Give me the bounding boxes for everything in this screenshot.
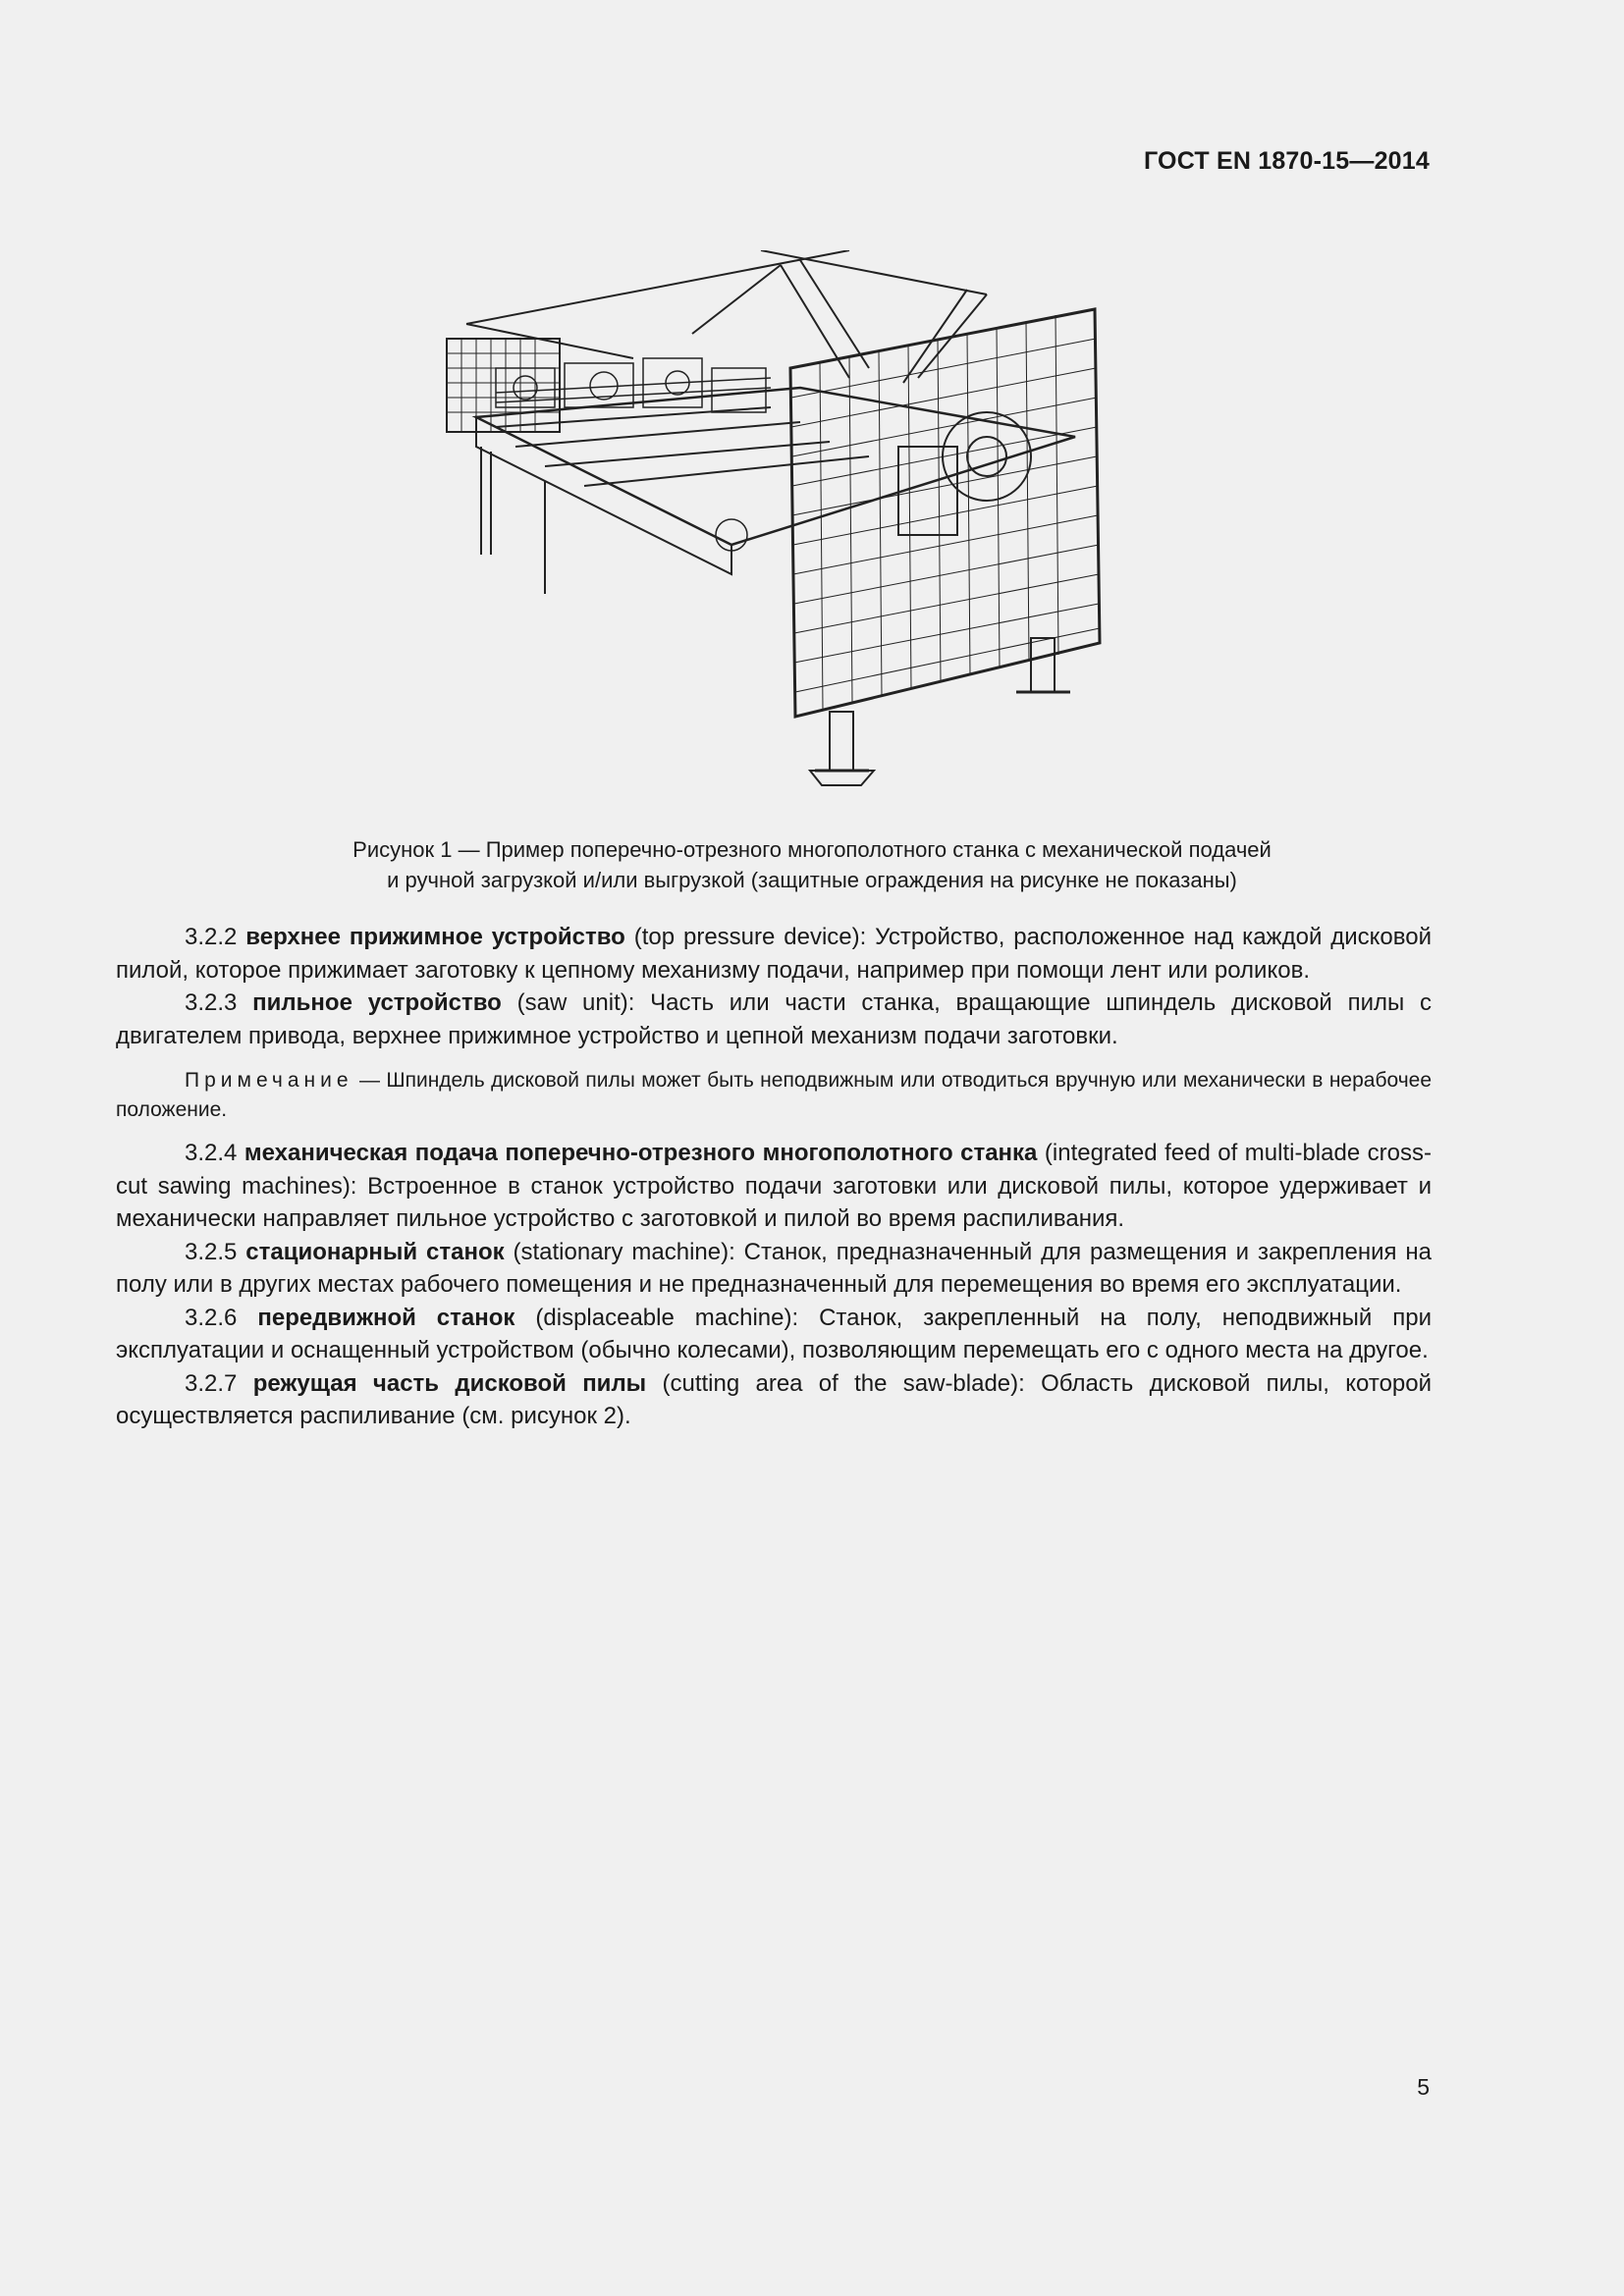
clause-number: 3.2.5 xyxy=(185,1238,238,1265)
note xyxy=(116,1066,1432,1125)
definition-3-2-2 xyxy=(116,921,1432,987)
term: механическая подача поперечно-отрезного многополотного станка xyxy=(244,1140,1038,1166)
definitions-section xyxy=(116,921,1432,1433)
figure-caption-line-1: Рисунок 1 — Пример поперечно-отрезного многополотного станка с механической подачей xyxy=(352,837,1272,862)
definition-text: (integrated feed of multi-blade cross-cut sawing machines): Встроенное в станок устройство подачи заготовки или дисковой пилы, которое удерживает и механически направляет пильное устройство с заготовкой и пилой во время распиливания. xyxy=(116,1140,1432,1232)
definition-3-2-3 xyxy=(116,987,1432,1052)
document-header: ГОСТ EN 1870-15—2014 xyxy=(1144,147,1430,175)
term: пильное устройство xyxy=(252,989,502,1016)
definition-text: (top pressure device): Устройство, расположенное над каждой дисковой пилой, которое прижимает заготовку к цепному механизму подачи, например при помощи лент или роликов. xyxy=(116,924,1433,984)
note-dash: — xyxy=(358,1069,380,1092)
note-label: Примечание xyxy=(185,1069,353,1092)
definition-text: (stationary machine): Станок, предназначенный для размещения и закрепления на полу или в других местах рабочего помещения и не предназначенный для перемещения во время его эксплуатации. xyxy=(116,1238,1432,1298)
figure-caption xyxy=(0,834,1624,895)
figure-caption-line-2: и ручной загрузкой и/или выгрузкой (защитные ограждения на рисунке не показаны) xyxy=(387,868,1237,892)
term: режущая часть дисковой пилы xyxy=(252,1369,647,1397)
definition-text: (saw unit): Часть или части станка, вращающие шпиндель дисковой пилы с двигателем привода, верхнее прижимное устройство и цепной механизм подачи заготовки. xyxy=(116,989,1433,1049)
definition-3-2-6 xyxy=(116,1302,1432,1367)
definition-3-2-7 xyxy=(116,1367,1432,1433)
definition-3-2-5 xyxy=(116,1236,1432,1302)
machine-illustration xyxy=(437,250,1105,790)
term: стационарный станок xyxy=(245,1238,505,1265)
note-text: Шпиндель дисковой пилы может быть неподвижным или отводиться вручную или механически в нерабочее положение. xyxy=(116,1069,1433,1121)
clause-number: 3.2.2 xyxy=(185,924,238,950)
clause-number: 3.2.4 xyxy=(185,1140,238,1166)
term: верхнее прижимное устройство xyxy=(245,924,625,950)
clause-number: 3.2.3 xyxy=(185,989,238,1016)
page-number: 5 xyxy=(1417,2074,1430,2100)
clause-number: 3.2.6 xyxy=(185,1304,238,1331)
definition-3-2-4 xyxy=(116,1137,1432,1236)
term: передвижной станок xyxy=(257,1304,515,1331)
definition-text: (displaceable machine): Станок, закрепленный на полу, неподвижный при эксплуатации и оснащенный устройством (обычно колесами), позволяющим перемещать его с одного места на другое. xyxy=(116,1304,1433,1363)
definition-text: (cutting area of the saw-blade): Область дисковой пилы, которой осуществляется распиливание (см. рисунок 2). xyxy=(116,1369,1433,1429)
clause-number: 3.2.7 xyxy=(185,1369,238,1397)
